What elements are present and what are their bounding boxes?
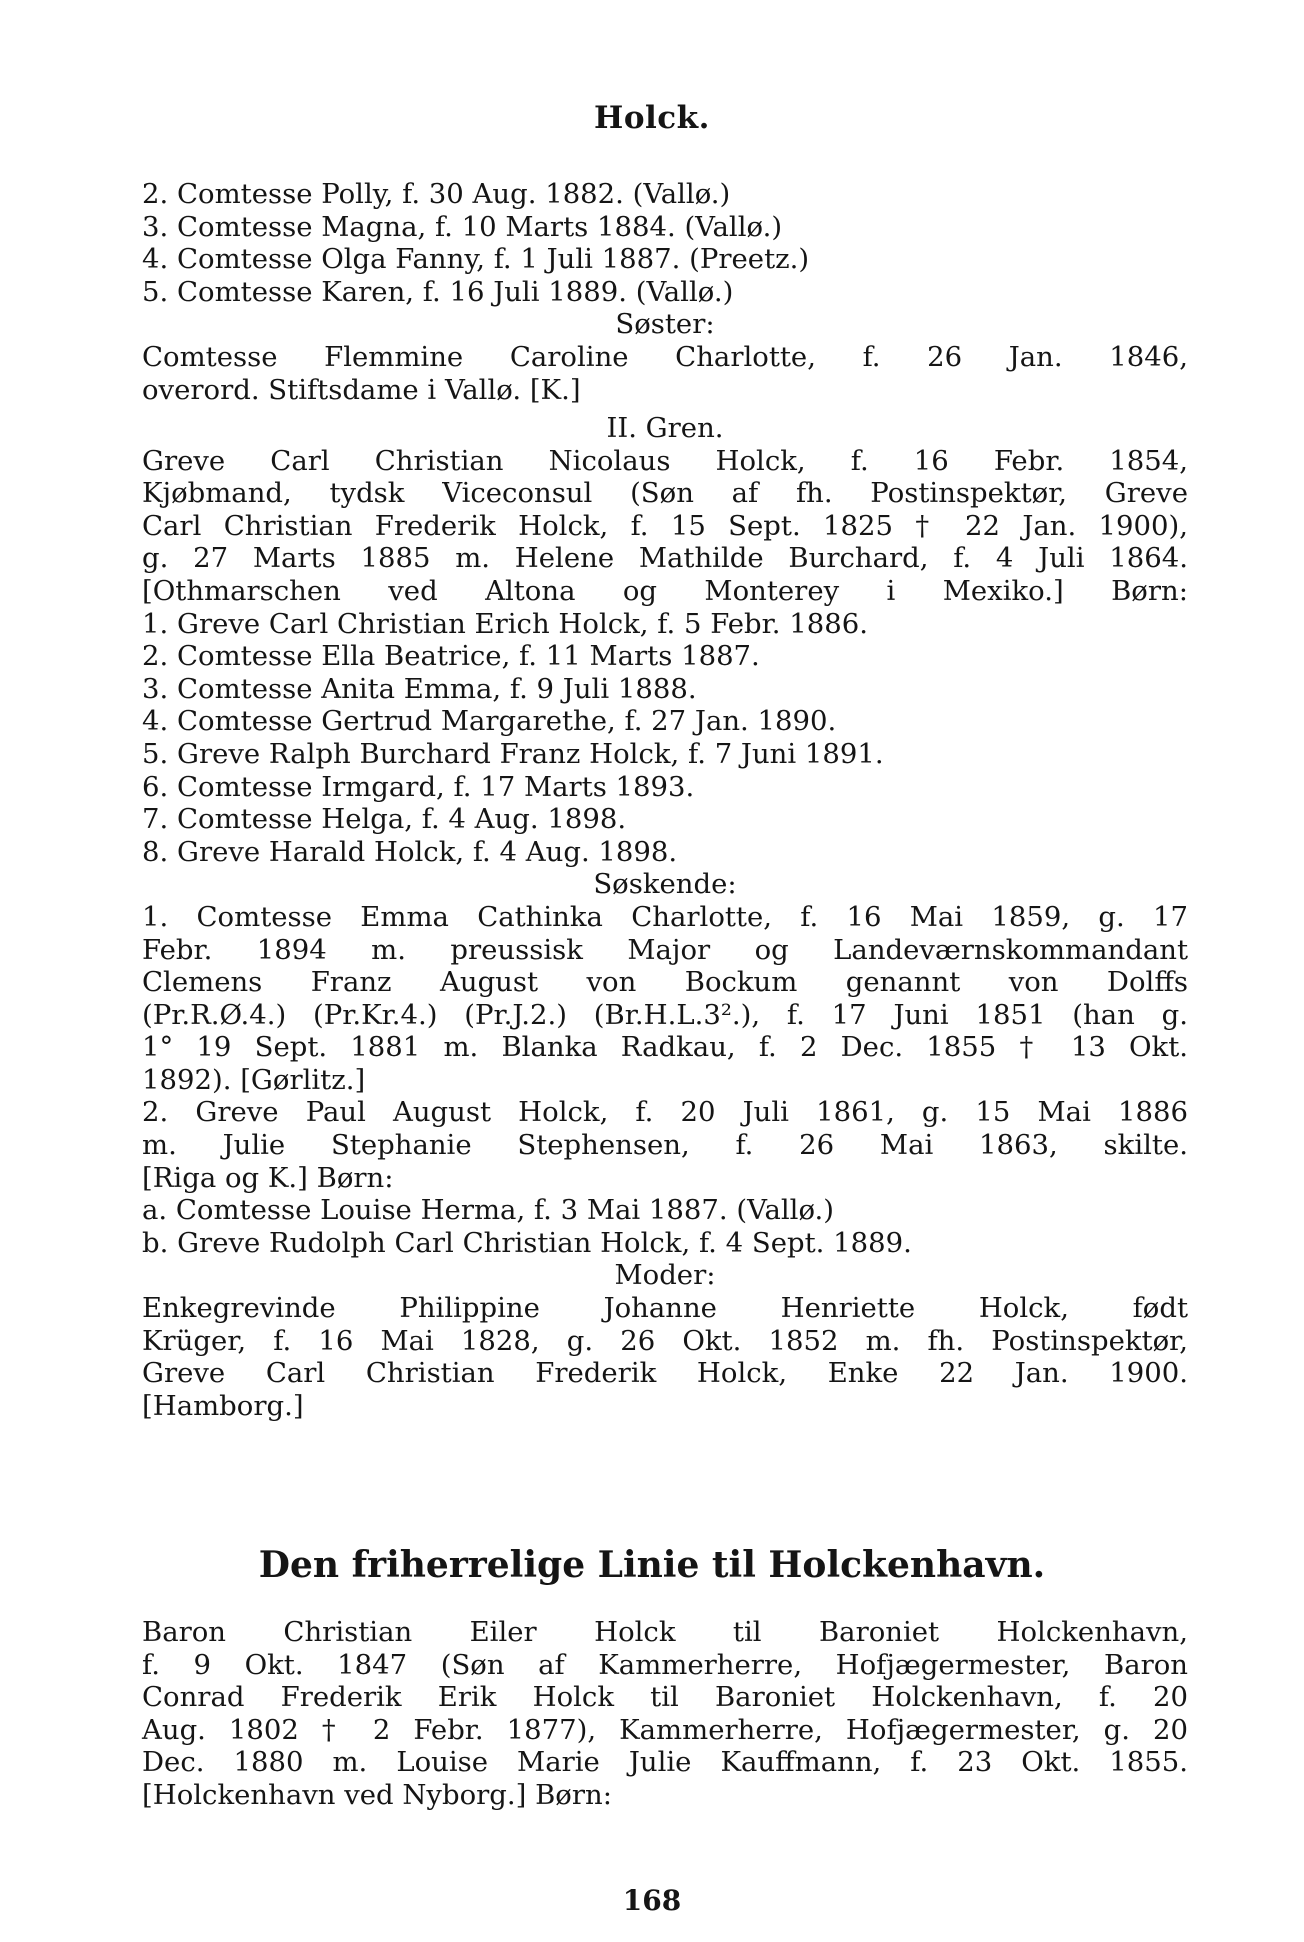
text-line: f. 9 Okt. 1847 (Søn af Kammerherre, Hofjægermester, Baron <box>142 1648 1188 1681</box>
text-line: 2. Comtesse Polly, f. 30 Aug. 1882. (Vallø.) <box>142 178 731 210</box>
text-line: Carl Christian Frederik Holck, f. 15 Sept. 1825 † 22 Jan. 1900), <box>142 509 1188 542</box>
text-line: 7. Comtesse Helga, f. 4 Aug. 1898. <box>142 803 627 836</box>
text-block-second-gren <box>142 412 1188 1422</box>
text-line: Søskende: <box>593 868 737 901</box>
text-line: 2. Greve Paul August Holck, f. 20 Juli 1861, g. 15 Mai 1886 <box>142 1096 1188 1129</box>
text-line: 1. Greve Carl Christian Erich Holck, f. 5 Febr. 1886. <box>142 607 868 640</box>
text-line: 5. Comtesse Karen, f. 16 Juli 1889. (Vallø.) <box>142 275 734 308</box>
text-line: 1° 19 Sept. 1881 m. Blanka Radkau, f. 2 Dec. 1855 † 13 Okt. <box>142 1031 1188 1064</box>
text-line: [Hamborg.] <box>142 1389 304 1422</box>
text-line: [Othmarschen ved Altona og Monterey i Mexiko.] Børn: <box>142 574 1188 607</box>
text-line: b. Greve Rudolph Carl Christian Holck, f. 4 Sept. 1889. <box>142 1226 912 1259</box>
text-line: Baron Christian Eiler Holck til Baroniet Holckenhavn, <box>142 1616 1188 1648</box>
text-line: Conrad Frederik Erik Holck til Baroniet Holckenhavn, f. 20 <box>142 1681 1188 1714</box>
text-line: m. Julie Stephanie Stephensen, f. 26 Mai 1863, skilte. <box>142 1129 1188 1162</box>
text-line: Comtesse Flemmine Caroline Charlotte, f. 26 Jan. 1846, <box>142 340 1188 373</box>
text-line: 3. Comtesse Anita Emma, f. 9 Juli 1888. <box>142 672 697 705</box>
text-line: Greve Carl Christian Frederik Holck, Enke 22 Jan. 1900. <box>142 1357 1188 1390</box>
text-line: (Pr.R.Ø.4.) (Pr.Kr.4.) (Pr.J.2.) (Br.H.L.3².), f. 17 Juni 1851 (han g. <box>142 998 1188 1031</box>
text-line: Dec. 1880 m. Louise Marie Julie Kauffmann, f. 23 Okt. 1855. <box>142 1746 1188 1779</box>
text-line: [Riga og K.] Børn: <box>142 1161 394 1194</box>
text-line: Greve Carl Christian Nicolaus Holck, f. 16 Febr. 1854, <box>142 444 1188 477</box>
section-title: Den friherrelige Linie til Holckenhavn. <box>258 1544 1046 1586</box>
text-line: 4. Comtesse Olga Fanny, f. 1 Juli 1887. (Preetz.) <box>142 243 810 276</box>
text-line: Febr. 1894 m. preussisk Major og Landeværnskommandant <box>142 933 1188 966</box>
text-line: 1892). [Gørlitz.] <box>142 1063 366 1096</box>
text-line: 8. Greve Harald Holck, f. 4 Aug. 1898. <box>142 835 678 868</box>
text-line: 2. Comtesse Ella Beatrice, f. 11 Marts 1887. <box>142 640 760 673</box>
text-line: Krüger, f. 16 Mai 1828, g. 26 Okt. 1852 m. fh. Postinspektør, <box>142 1324 1188 1357</box>
text-line: Clemens Franz August von Bockum genannt von Dolffs <box>142 966 1188 999</box>
text-line: 6. Comtesse Irmgard, f. 17 Marts 1893. <box>142 770 695 803</box>
text-line: 1. Comtesse Emma Cathinka Charlotte, f. 16 Mai 1859, g. 17 <box>142 900 1188 933</box>
text-line: [Holckenhavn ved Nyborg.] Børn: <box>142 1778 612 1811</box>
text-line: overord. Stiftsdame i Vallø. [K.] <box>142 373 581 406</box>
text-block-holckenhavn <box>142 1616 1188 1812</box>
text-line: 5. Greve Ralph Burchard Franz Holck, f. 7 Juni 1891. <box>142 737 884 770</box>
text-line: Kjøbmand, tydsk Viceconsul (Søn af fh. Postinspektør, Greve <box>142 477 1188 510</box>
text-line: Aug. 1802 † 2 Febr. 1877), Kammerherre, Hofjægermester, g. 20 <box>142 1713 1188 1746</box>
text-line: II. Gren. <box>606 412 724 444</box>
text-line: Enkegrevinde Philippine Johanne Henriette Holck, født <box>142 1292 1188 1325</box>
text-line: g. 27 Marts 1885 m. Helene Mathilde Burchard, f. 4 Juli 1864. <box>142 542 1188 575</box>
text-line: a. Comtesse Louise Herma, f. 3 Mai 1887. (Vallø.) <box>142 1194 834 1227</box>
running-header: Holck. <box>594 100 710 136</box>
text-line: Moder: <box>614 1259 716 1292</box>
text-line: 4. Comtesse Gertrud Margarethe, f. 27 Jan. 1890. <box>142 705 837 738</box>
text-line: 3. Comtesse Magna, f. 10 Marts 1884. (Vallø.) <box>142 210 783 243</box>
text-block-first-gren <box>142 178 1188 406</box>
text-line: Søster: <box>615 308 715 341</box>
page-number: 168 <box>622 1884 682 1917</box>
